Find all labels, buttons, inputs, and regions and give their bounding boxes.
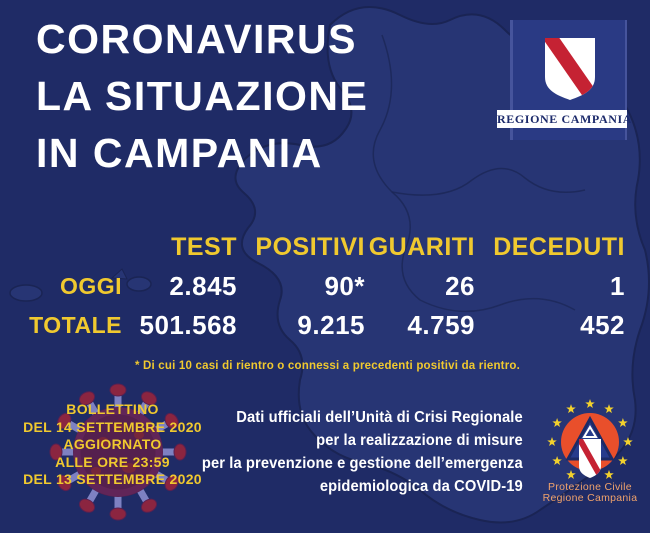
stats-table xyxy=(10,228,625,345)
protezione-civile-logo xyxy=(535,394,645,514)
bulletin-line: ALLE ORE 23:59 xyxy=(55,453,170,470)
region-shield-icon xyxy=(544,37,596,101)
star-icon xyxy=(618,456,628,465)
stat-oggi-guariti: 26 xyxy=(445,271,475,301)
protezione-shield-icon xyxy=(579,438,602,479)
protezione-logo-label: Regione Campania xyxy=(542,492,638,504)
stat-oggi-deceduti: 1 xyxy=(610,271,625,301)
stat-totale-guariti: 4.759 xyxy=(407,310,475,340)
star-icon xyxy=(604,404,614,413)
region-logo-label: REGIONE CAMPANIA xyxy=(497,112,633,126)
protezione-civile-emblem xyxy=(547,399,633,479)
column-header-test: TEST xyxy=(171,233,237,261)
official-note-line: per la realizzazione di misure xyxy=(316,432,523,449)
title-line: LA SITUAZIONE xyxy=(36,73,369,119)
row-label-oggi: OGGI xyxy=(59,273,122,299)
bulletin-line: AGGIORNATO xyxy=(63,436,162,453)
official-note-line: epidemiologica da COVID-19 xyxy=(320,478,523,495)
column-header-guariti: GUARITI xyxy=(368,233,475,261)
star-icon xyxy=(604,470,614,479)
page-title xyxy=(36,11,368,182)
bulletin-line: DEL 14 SETTEMBRE 2020 xyxy=(23,418,202,435)
star-icon xyxy=(566,404,576,413)
star-icon xyxy=(618,418,628,427)
footnote: * Di cui 10 casi di rientro o connessi a precedenti positivi da rientro. xyxy=(134,360,520,372)
bulletin-line: BOLLETTINO xyxy=(66,401,159,417)
column-header-positivi: POSITIVI xyxy=(255,233,365,261)
bulletin xyxy=(0,401,225,489)
stat-oggi-positivi: 90* xyxy=(324,271,365,301)
bulletin-line: DEL 13 SETTEMBRE 2020 xyxy=(23,471,202,488)
star-icon xyxy=(552,456,562,465)
official-note-line: per la prevenzione e gestione dell’emergenza xyxy=(202,455,523,472)
official-note-line: Dati ufficiali dell’Unità di Crisi Regionale xyxy=(236,409,523,426)
official-note xyxy=(202,406,523,498)
star-icon xyxy=(547,437,557,446)
row-label-totale: TOTALE xyxy=(29,312,122,338)
stat-totale-positivi: 9.215 xyxy=(297,310,365,340)
column-header-deceduti: DECEDUTI xyxy=(493,233,625,261)
stat-oggi-test: 2.845 xyxy=(169,271,237,301)
star-icon xyxy=(566,470,576,479)
protezione-logo-label: Protezione Civile xyxy=(548,481,632,493)
star-icon xyxy=(552,418,562,427)
stat-totale-test: 501.568 xyxy=(139,310,237,340)
star-icon xyxy=(585,399,595,408)
star-icon xyxy=(623,437,633,446)
title-line: IN CAMPANIA xyxy=(36,130,323,176)
title-line: CORONAVIRUS xyxy=(36,16,357,62)
header-spacer xyxy=(10,228,122,267)
stat-totale-deceduti: 452 xyxy=(580,310,625,340)
